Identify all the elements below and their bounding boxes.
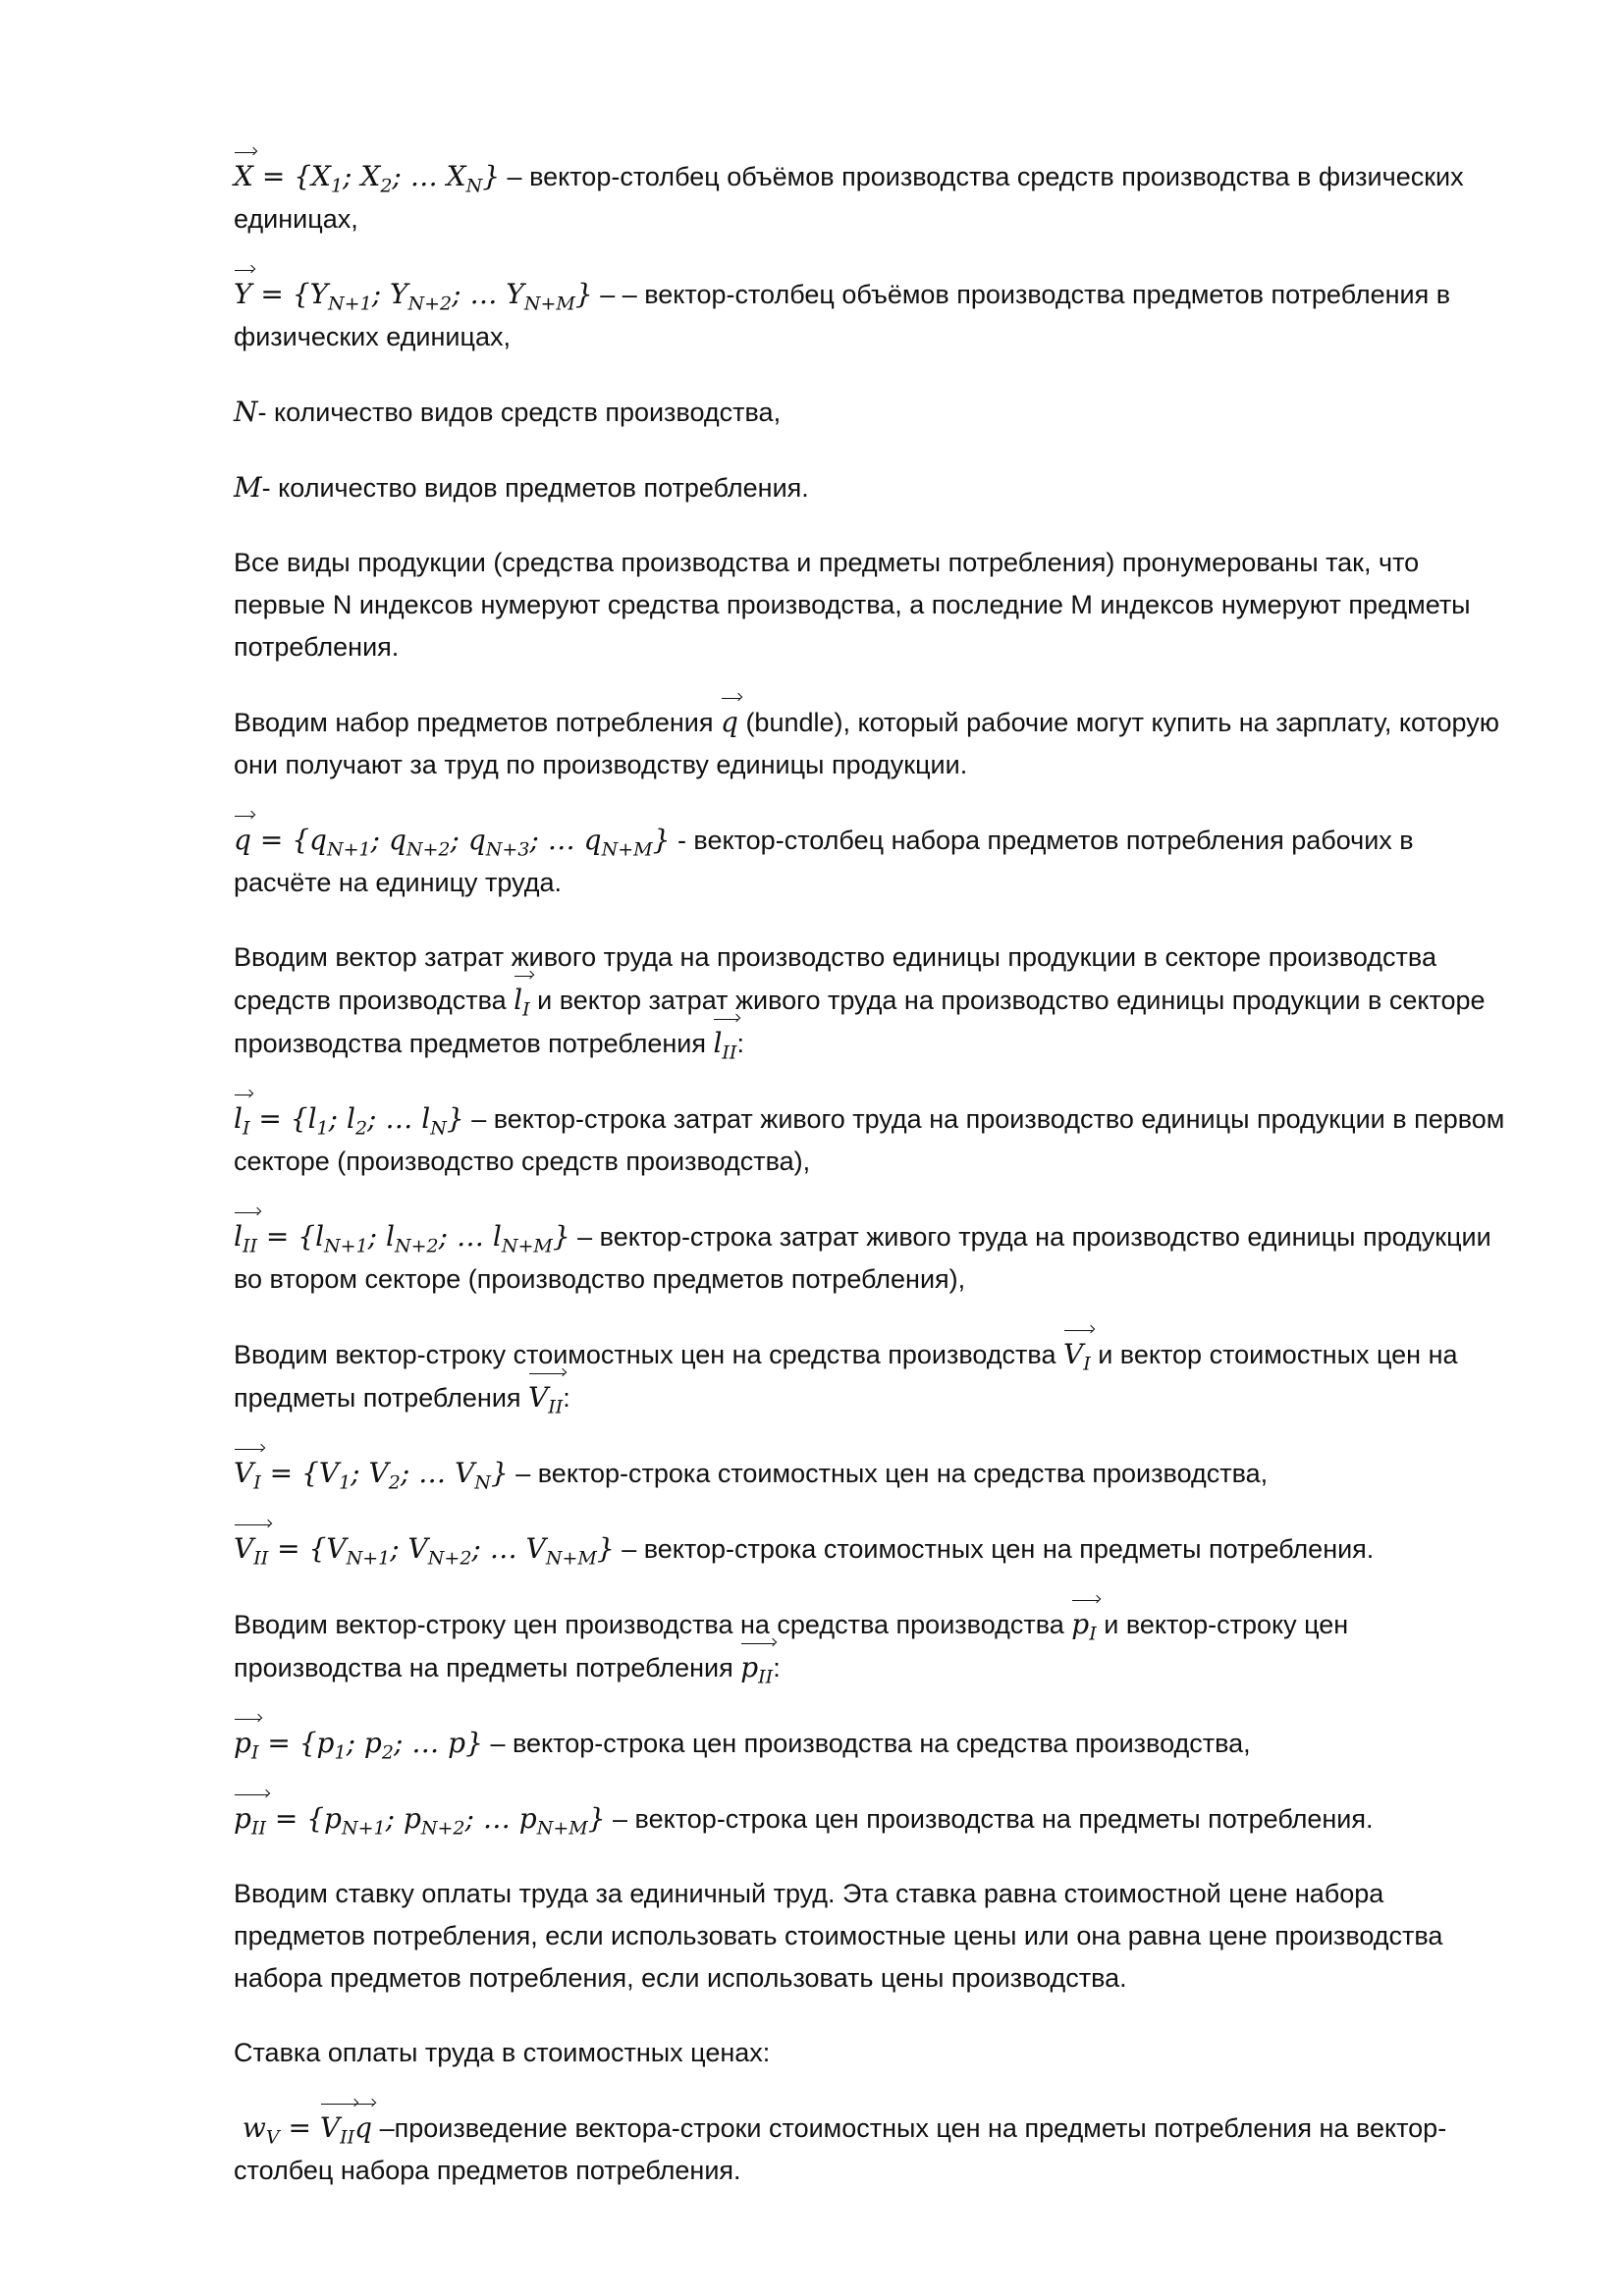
paragraph-wage-formula (234, 2107, 1506, 2192)
vector-v-ii-symbol: $V_{II}$ (320, 2107, 354, 2149)
paragraph-v-ii-vector (234, 1527, 1506, 1571)
vector-p-i-symbol: $p_I$ (234, 1722, 258, 1764)
paragraph-p-ii-vector (234, 1797, 1506, 1841)
vector-p-ii-symbol: $p_{II}$ (740, 1646, 773, 1688)
vector-v-ii-symbol: $V_{II}$ (528, 1376, 563, 1418)
formula-v-ii: $V_{II} = \{V_{N+1}$; $V_{N+2}$; … $V_{N+M}$} (234, 1532, 615, 1565)
vector-p-ii-symbol: $p_{II}$ (234, 1797, 266, 1840)
paragraph-text: – вектор-строка затрат живого труда на производство единицы продукции во втором секторе (производство предметов потребления), (234, 1222, 1491, 1294)
paragraph-n-definition (234, 391, 1506, 434)
paragraph-text: – вектор-строка стоимостных цен на предметы потребления. (614, 1534, 1375, 1564)
paragraph-wage-value-heading: Ставка оплаты труда в стоимостных ценах: (234, 2038, 771, 2067)
paragraph-text: –произведение вектора-строки стоимостных цен на предметы потребления на вектор-столбец набора предметов потребления. (234, 2113, 1447, 2185)
paragraph-text: - количество видов средств производства, (257, 398, 782, 427)
paragraph-l-ii-vector (234, 1215, 1506, 1301)
paragraph-text: – вектор-столбец объёмов производства средств производства в физических единицах, (234, 162, 1464, 234)
vector-v-i-symbol: $V_I$ (234, 1452, 261, 1494)
symbol-n: N (234, 396, 258, 428)
paragraph-text: - вектор-столбец набора предметов потребления рабочих в расчёте на единицу труда. (234, 826, 1414, 897)
paragraph-text: – вектор-строка затрат живого труда на производство единицы продукции в первом секторе (производство средств производства), (234, 1104, 1505, 1176)
paragraph-production-prices-intro: Вводим вектор-строку цен производства на средства производства $p_I$ и вектор-строку цен производства на предметы потребления $p_{II}$: (234, 1603, 1506, 1689)
vector-p-i-symbol: $p_I$ (1071, 1603, 1096, 1645)
formula-l-ii: $l_{II} = \{l_{N+1}$; $l_{N+2}$; … $l_{N+M}$} (234, 1220, 570, 1253)
vector-q-symbol: q (234, 819, 251, 861)
paragraph-m-definition (234, 466, 1506, 509)
formula-x: $X = \{X_1$; $X_2$; … $X_N$} (234, 160, 500, 192)
vector-l-i-symbol: $l_I$ (514, 979, 529, 1021)
paragraph-l-i-vector (234, 1097, 1506, 1183)
paragraph-y-vector (234, 273, 1506, 358)
paragraph-text: – вектор-строка цен производства на средства производства, (482, 1729, 1251, 1758)
formula-l-i: $l_I = \{l_1$; $l_2$; … $l_N$} (234, 1102, 464, 1135)
vector-l-ii-symbol: $l_{II}$ (234, 1215, 257, 1257)
vector-l-i-symbol: $l_I$ (234, 1097, 249, 1140)
vector-q-symbol: q (721, 701, 738, 743)
formula-q: $q = \{q_{N+1}$; $q_{N+2}$; $q_{N+3}$; … $q_{N+M}$} (234, 824, 670, 856)
paragraph-x-vector (234, 155, 1506, 240)
paragraph-text: – вектор-строка стоимостных цен на средства производства, (508, 1459, 1269, 1488)
paragraph-value-prices-intro: Вводим вектор-строку стоимостных цен на средства производства $V_I$ и вектор стоимостных цен на предметы потребления $V_{II}$: (234, 1333, 1506, 1419)
vector-q-symbol: q (354, 2107, 372, 2149)
vector-y-symbol: Y (234, 273, 251, 315)
formula-v-i: $V_I = \{V_1$; $V_2$; … $V_N$} (234, 1457, 509, 1489)
formula-w-v: $w_V = V_{II}q$ (234, 2111, 372, 2144)
vector-v-ii-symbol: $V_{II}$ (234, 1527, 268, 1570)
symbol-m: M (234, 471, 262, 504)
paragraph-wage-rate: Вводим ставку оплаты труда за единичный труд. Эта ставка равна стоимостной цене набора предметов потребления, если использовать стоимостные цены или она равна цене производства набора предметов потребления, если использовать цены производства. (234, 1879, 1443, 1993)
paragraph-bundle-intro: Вводим набор предметов потребления q (bundle), который рабочие могут купить на зарплату, которую они получают за труд по производству единицы продукции. (234, 701, 1506, 786)
paragraph-v-i-vector (234, 1452, 1506, 1495)
vector-l-ii-symbol: $l_{II}$ (713, 1022, 736, 1064)
paragraph-text: – вектор-строка цен производства на предметы потребления. (605, 1804, 1374, 1834)
paragraph-p-i-vector (234, 1722, 1506, 1765)
formula-p-ii: $p_{II} = \{p_{N+1}$; $p_{N+2}$; … $p_{N+M}$} (234, 1802, 606, 1835)
paragraph-text: - количество видов предметов потребления. (261, 473, 809, 503)
formula-p-i: $p_I = \{p_1$; $p_2$; … p} (234, 1727, 483, 1759)
vector-v-i-symbol: $V_I$ (1063, 1333, 1091, 1375)
paragraph-labor-intro: Вводим вектор затрат живого труда на производство единицы продукции в секторе производства средств производства $l_I$ и вектор затрат живого труда на производство единицы продукции в секторе производства предметов потребления $l_{II}$: (234, 942, 1486, 1064)
paragraph-numbering: Все виды продукции (средства производства и предметы потребления) пронумерованы так, что первые N индексов нумеруют средства производства, а последние M индексов нумеруют предметы потребления. (234, 548, 1471, 662)
paragraph-text: – – вектор-столбец объёмов производства предметов потребления в физических единицах, (234, 280, 1451, 351)
vector-x-symbol: X (234, 155, 253, 197)
formula-y: $Y = \{Y_{N+1}$; $Y_{N+2}$; … $Y_{N+M}$} (234, 278, 593, 310)
paragraph-q-vector (234, 819, 1506, 904)
